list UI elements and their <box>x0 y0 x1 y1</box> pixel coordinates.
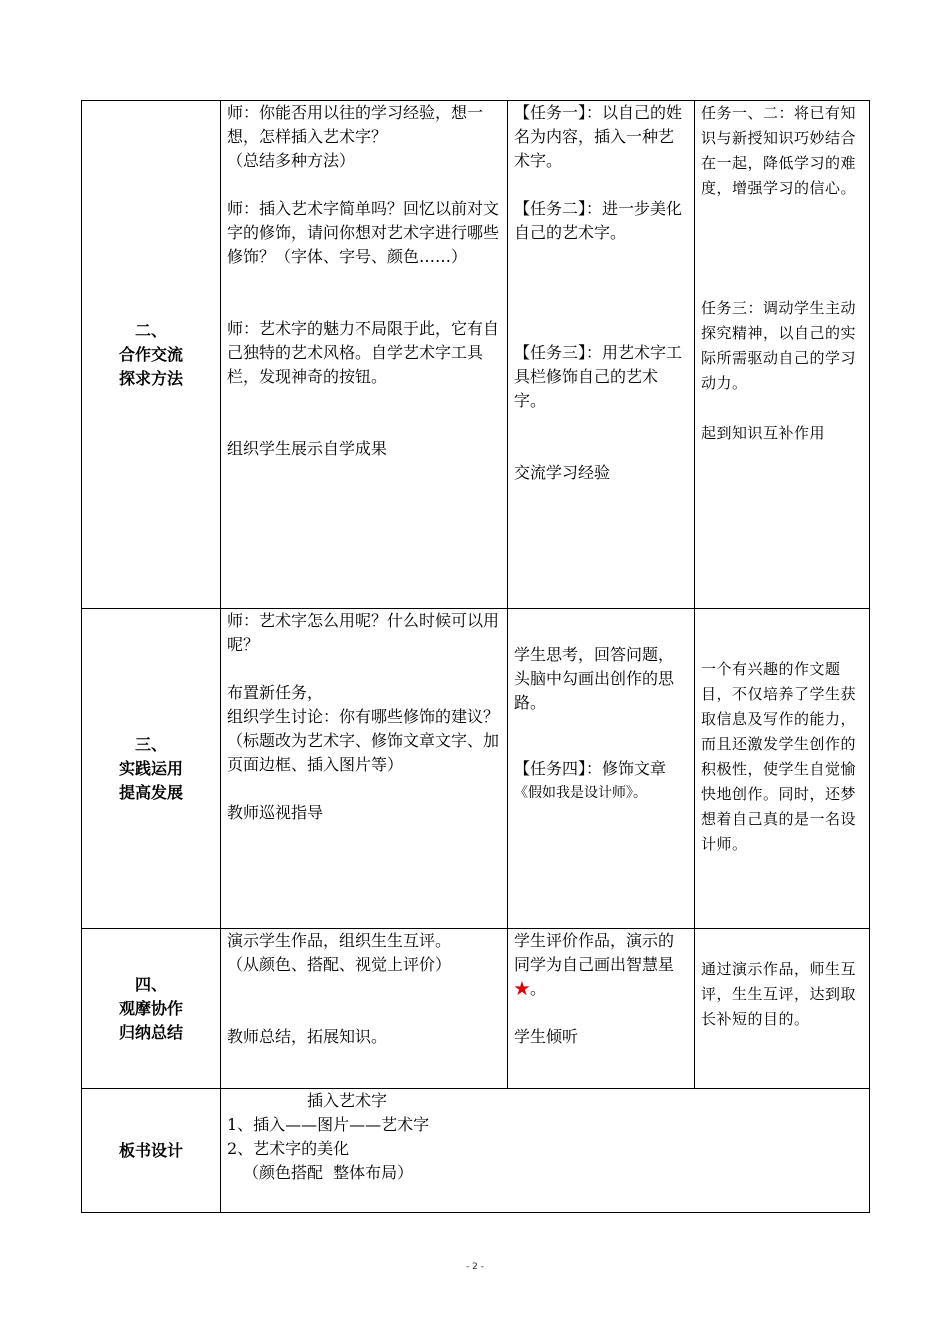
stage-number: 二、 <box>134 320 167 340</box>
table-row <box>82 929 870 1089</box>
star-icon: ★ <box>514 979 531 998</box>
stage-title-line2: 探求方法 <box>118 368 183 388</box>
student-text: 【任务一】：以自己的姓名为内容，插入一种艺术字。 <box>514 103 683 170</box>
teacher-text: 师：插入艺术字简单吗？回忆以前对文字的修饰，请问你想对艺术字进行哪些修饰？（字体、字号、颜色……） <box>227 199 500 266</box>
board-label-cell <box>82 1089 221 1213</box>
student-text-part: 。 <box>530 979 547 998</box>
board-line: 1、插入——图片——艺术字 <box>227 1115 430 1134</box>
teacher-text: 演示学生作品，组织生生互评。 <box>227 931 452 950</box>
teacher-text: （总结多种方法） <box>227 151 356 170</box>
teacher-text: 教师巡视指导 <box>227 803 324 822</box>
table-row <box>82 1089 870 1213</box>
teacher-text: 教师总结，拓展知识。 <box>227 1027 388 1046</box>
stage-cell <box>82 101 221 609</box>
stage-number: 三、 <box>134 734 167 754</box>
student-text: 《假如我是设计师》。 <box>514 785 647 801</box>
design-purpose-cell <box>695 929 870 1089</box>
student-text: 交流学习经验 <box>514 463 611 482</box>
stage-title-line2: 提高发展 <box>118 782 183 802</box>
design-purpose-cell <box>695 101 870 609</box>
stage-title-line1: 观摩协作 <box>118 998 183 1018</box>
purpose-text: 任务一、二：将已有知识与新授知识巧妙结合在一起，降低学习的难度，增强学习的信心。 <box>701 104 857 197</box>
teacher-activity-cell <box>221 929 508 1089</box>
table-row <box>82 101 870 609</box>
stage-title-line1: 实践运用 <box>118 758 183 778</box>
stage-cell <box>82 929 221 1089</box>
teacher-text: （标题改为艺术字、修饰文章文字、加页面边框、插入图片等） <box>227 731 500 774</box>
student-text-part: 学生评价作品，演示的同学为自己画出智慧星 <box>514 931 675 974</box>
student-text <box>514 929 688 1001</box>
board-title: 插入艺术字 <box>307 1091 388 1110</box>
teacher-activity-cell <box>221 101 508 609</box>
lesson-plan-table <box>81 100 870 1213</box>
table-row <box>82 609 870 929</box>
student-text: 学生倾听 <box>514 1027 579 1046</box>
board-content-cell <box>221 1089 870 1213</box>
purpose-text: 通过演示作品，师生互评，生生互评，达到取长补短的目的。 <box>701 960 857 1028</box>
teacher-text: 师：艺术字怎么用呢？什么时候可以用呢？ <box>227 611 500 654</box>
design-purpose-cell <box>695 609 870 929</box>
teacher-activity-cell <box>221 609 508 929</box>
teacher-text: 师：你能否用以往的学习经验，想一想，怎样插入艺术字？ <box>227 103 484 146</box>
student-activity-cell <box>508 101 695 609</box>
purpose-text: 一个有兴趣的作文题目，不仅培养了学生获取信息及写作的能力，而且还激发学生创作的积极性，使学生自觉愉快地创作。同时，还梦想着自己真的是一名设计师。 <box>701 660 857 853</box>
student-activity-cell <box>508 609 695 929</box>
purpose-text: 任务三：调动学生主动探究精神，以自己的实际所需驱动自己的学习动力。 <box>701 299 857 392</box>
stage-title-line1: 合作交流 <box>118 344 183 364</box>
student-text: 【任务四】：修饰文章 <box>514 759 667 778</box>
stage-cell <box>82 609 221 929</box>
student-activity-cell <box>508 929 695 1089</box>
board-line: 2、艺术字的美化 <box>227 1139 350 1158</box>
student-text: 【任务二】：进一步美化自己的艺术字。 <box>514 199 683 242</box>
teacher-text: 组织学生展示自学成果 <box>227 439 388 458</box>
student-text: 【任务三】：用艺术字工具栏修饰自己的艺术字。 <box>514 343 683 410</box>
page-number: - 2 - <box>466 1262 484 1272</box>
student-text: 学生思考，回答问题，头脑中勾画出创作的思路。 <box>514 645 675 712</box>
teacher-text: 师：艺术字的魅力不局限于此，它有自己独特的艺术风格。自学艺术字工具栏，发现神奇的按钮。 <box>227 319 500 386</box>
board-label: 板书设计 <box>118 1140 183 1160</box>
stage-title-line2: 归纳总结 <box>118 1022 183 1042</box>
teacher-text: （从颜色、搭配、视觉上评价） <box>227 955 452 974</box>
board-line: （颜色搭配 整体布局） <box>243 1163 414 1182</box>
teacher-text: 布置新任务， <box>227 683 324 702</box>
purpose-text: 起到知识互补作用 <box>701 424 826 442</box>
teacher-text: 组织学生讨论：你有哪些修饰的建议？ <box>227 707 500 726</box>
stage-number: 四、 <box>134 974 167 994</box>
